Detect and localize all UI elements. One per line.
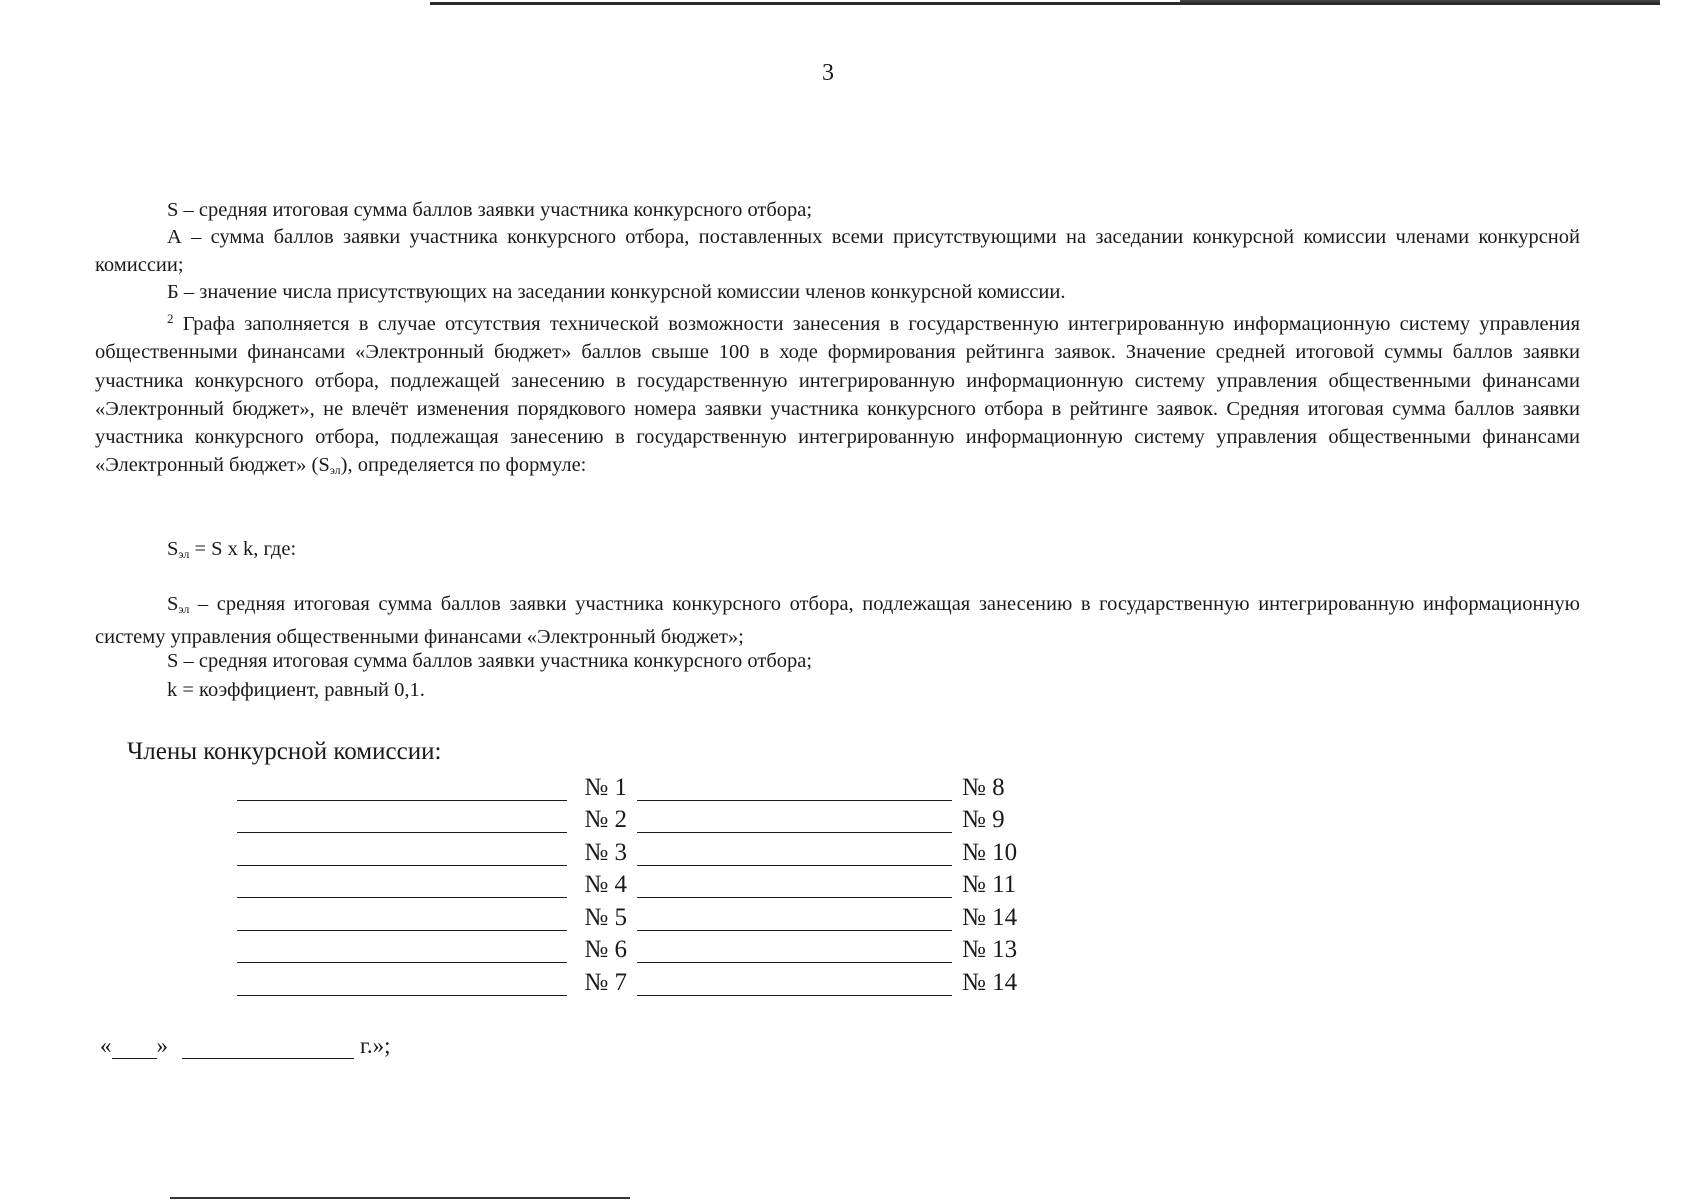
signature-line[interactable] xyxy=(637,937,952,963)
definition-k: k = коэффициент, равный 0,1. xyxy=(167,679,425,701)
signature-line[interactable] xyxy=(237,775,567,801)
members-heading: Члены конкурсной комиссии: xyxy=(127,738,442,765)
member-number: № 10 xyxy=(962,838,1018,866)
formula xyxy=(167,538,296,562)
footnote-2 xyxy=(95,305,1580,485)
member-number: № 14 xyxy=(962,968,1018,996)
scan-edge-top-secondary xyxy=(1180,0,1660,2)
symbol: S xyxy=(167,199,179,221)
signature-line[interactable] xyxy=(237,807,567,833)
signature-line[interactable] xyxy=(237,970,567,996)
member-number: № 14 xyxy=(962,903,1018,931)
subscript: эл xyxy=(178,547,190,561)
signature-line[interactable] xyxy=(237,905,567,931)
member-number: № 13 xyxy=(962,936,1018,963)
signature-line[interactable] xyxy=(237,872,567,898)
member-number: № 7 xyxy=(584,968,627,996)
formula-rest: = S x k, где: xyxy=(189,538,297,560)
scan-edge-bottom xyxy=(170,1197,630,1199)
signature-row xyxy=(237,931,1017,964)
subscript: эл xyxy=(178,602,190,616)
symbol: А xyxy=(167,226,182,248)
signature-row xyxy=(237,801,1017,834)
symbol: Б xyxy=(167,281,179,303)
date-line xyxy=(100,1033,390,1059)
member-number: № 4 xyxy=(584,871,627,898)
formula-symbol: S xyxy=(167,538,179,560)
signature-row xyxy=(237,963,1017,996)
member-number: № 5 xyxy=(584,903,627,931)
definition-a xyxy=(95,223,1580,280)
year-suffix: г.»; xyxy=(360,1033,391,1058)
footnote-text: Графа заполняется в случае отсутствия технической возможности занесения в государственную интегрированную информационную систему управления общественными финансами «Электронный бюджет» баллов свыше 100 в ходе формирования рейтинга заявок. Значение средней итоговой суммы баллов заявки участника конкурсного отбора, подлежащей занесению в государственную интегрированную информационную систему управления общественными финансами «Электронный бюджет», не влечёт изменения порядкового номера заявки участника конкурсного отбора в рейтинге заявок. Средняя итоговая сумма баллов заявки участника конкурсного отбора, подлежащая занесению в государственную интегрированную информационную систему управления общественными финансами «Электронный бюджет» (S xyxy=(95,313,1580,477)
symbol: S xyxy=(167,593,179,615)
quote-open: « xyxy=(100,1033,112,1058)
member-number: № 2 xyxy=(584,806,627,833)
signature-line[interactable] xyxy=(637,905,952,931)
page-number: 3 xyxy=(822,60,834,86)
member-number: № 8 xyxy=(962,773,1005,801)
signature-row xyxy=(237,898,1017,931)
definition-b xyxy=(95,278,1580,306)
footnote-mark: 2 xyxy=(167,311,174,326)
signature-table xyxy=(237,768,1017,996)
signature-line[interactable] xyxy=(637,775,952,801)
day-field[interactable] xyxy=(112,1036,157,1059)
signature-line[interactable] xyxy=(637,872,952,898)
member-number: № 11 xyxy=(962,871,1017,898)
definition-text: – средняя итоговая сумма баллов заявки участника конкурсного отбора; xyxy=(178,199,813,221)
signature-row xyxy=(237,866,1017,899)
signature-row xyxy=(237,768,1017,801)
signature-line[interactable] xyxy=(637,807,952,833)
definition-text: – значение числа присутствующих на заседании конкурсной комиссии членов конкурсной комиссии. xyxy=(178,281,1066,303)
signature-line[interactable] xyxy=(237,840,567,866)
definition-s xyxy=(95,196,1580,224)
definition-text: – сумма баллов заявки участника конкурсного отбора, поставленных всеми присутствующими на заседании конкурсной комиссии членами конкурсной комиссии; xyxy=(95,226,1580,277)
member-number: № 1 xyxy=(584,773,627,801)
member-number: № 9 xyxy=(962,806,1005,833)
quote-close: » xyxy=(156,1033,168,1058)
subscript: эл xyxy=(329,463,341,478)
signature-line[interactable] xyxy=(237,937,567,963)
definition-s-el xyxy=(95,590,1580,652)
member-number: № 3 xyxy=(584,838,627,866)
month-year-field[interactable] xyxy=(182,1036,354,1059)
signature-line[interactable] xyxy=(637,970,952,996)
signature-row xyxy=(237,833,1017,866)
signature-line[interactable] xyxy=(637,840,952,866)
footnote-tail: ), определяется по формуле: xyxy=(340,454,587,477)
definition-s-repeat: S – средняя итоговая сумма баллов заявки участника конкурсного отбора; xyxy=(167,650,813,672)
definition-text: – средняя итоговая сумма баллов заявки участника конкурсного отбора, подлежащая занесению в государственную интегрированную информационную систему управления общественными финансами «Электронный бюджет»; xyxy=(95,593,1580,649)
member-number: № 6 xyxy=(584,936,627,963)
scan-edge-top xyxy=(430,2,1660,5)
